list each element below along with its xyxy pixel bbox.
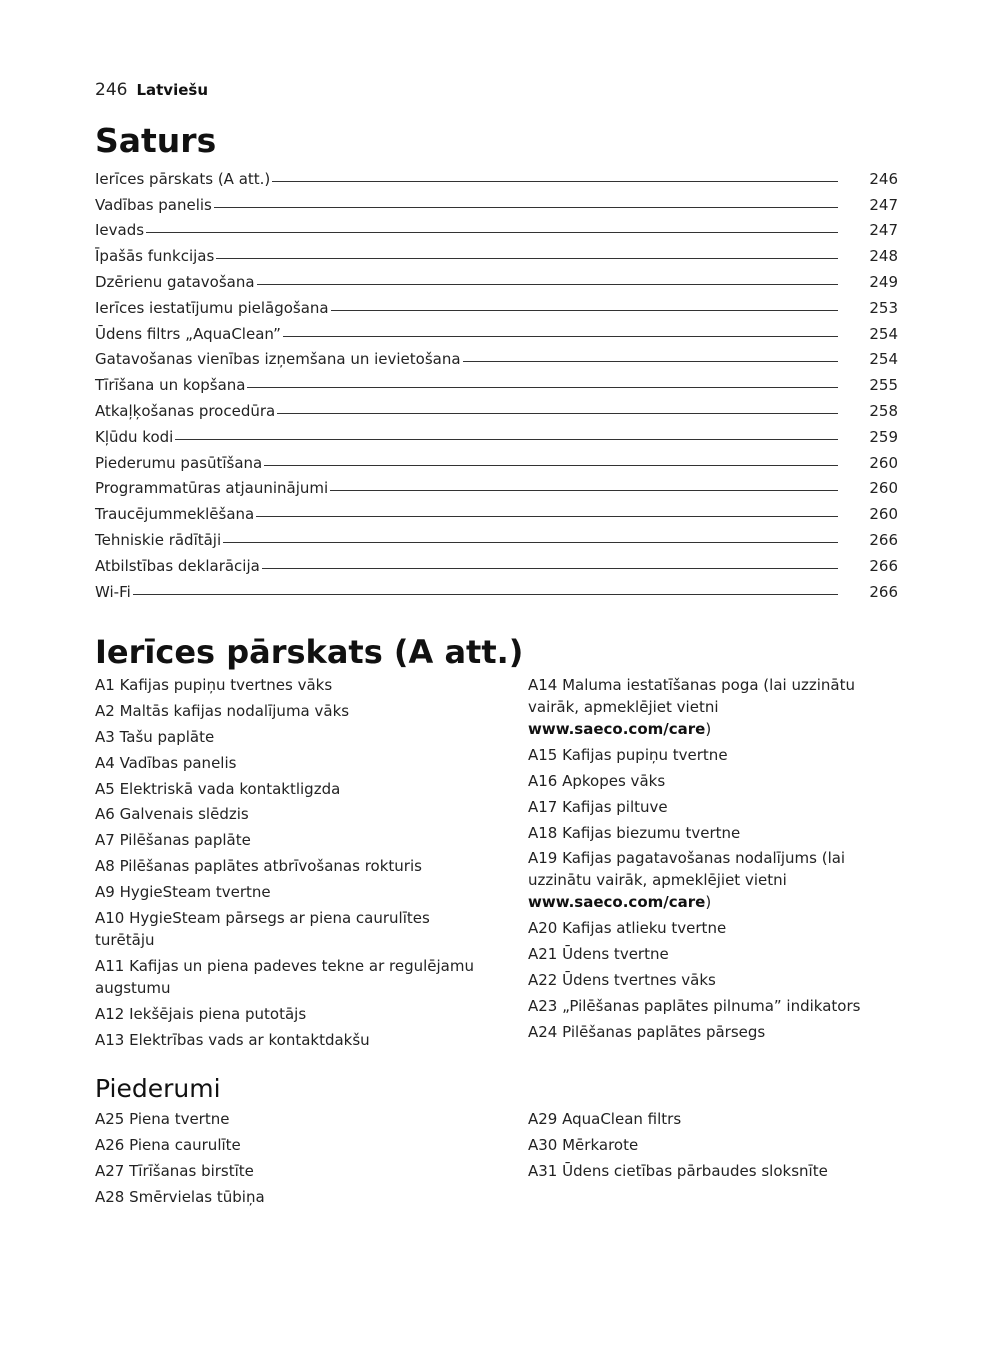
toc-entry-page: 247 — [869, 195, 898, 214]
toc-entry[interactable] — [95, 472, 898, 498]
part-item: A17 Kafijas piltuve — [528, 797, 668, 816]
toc-leader — [264, 465, 838, 466]
toc-entry-page: 249 — [869, 272, 898, 291]
toc-entry-page: 246 — [869, 169, 898, 188]
toc-entry-page: 266 — [869, 556, 898, 575]
accessories-title: Piederumi — [95, 1074, 221, 1103]
toc-entry[interactable] — [95, 214, 898, 240]
toc-entry-page: 266 — [869, 530, 898, 549]
accessory-item: A29 AquaClean filtrs — [528, 1110, 682, 1128]
accessory-item: A30 Mērkarote — [528, 1135, 639, 1154]
toc-entry-page: 260 — [869, 505, 898, 524]
toc-entry-label: Gatavošanas vienības izņemšana un ievietošana — [95, 350, 461, 369]
toc-entry-label: Dzērienu gatavošana — [95, 272, 255, 291]
toc-entry-label: Ievads — [95, 221, 145, 240]
toc-leader — [214, 207, 838, 208]
part-item: A15 Kafijas pupiņu tvertne — [528, 745, 728, 764]
toc-leader — [262, 568, 838, 569]
toc-entry-page: 259 — [869, 427, 898, 446]
toc-entry-page: 248 — [869, 247, 898, 266]
toc-leader — [216, 258, 838, 259]
toc-entry-label: Traucējummeklēšana — [95, 505, 255, 524]
toc-title: Saturs — [95, 121, 217, 160]
parts-list-left — [95, 674, 480, 1055]
toc-entry[interactable] — [95, 394, 898, 420]
toc-entry-label: Wi-Fi — [95, 582, 131, 601]
toc-entry-label: Ierīces pārskats (A att.) — [95, 169, 271, 188]
part-item: A11 Kafijas un piena padeves tekne ar regulējamu augstumu — [95, 956, 474, 997]
part-item: A13 Elektrības vads ar kontaktdakšu — [95, 1030, 370, 1049]
toc-entry-label: Vadības panelis — [95, 195, 212, 214]
toc-entry[interactable] — [95, 343, 898, 369]
part-item: A12 Iekšējais piena putotājs — [95, 1004, 307, 1023]
part-item: A8 Pilēšanas paplātes atbrīvošanas rokturis — [95, 857, 422, 876]
toc-leader — [223, 542, 838, 543]
accessory-item: A25 Piena tvertne — [95, 1110, 230, 1128]
part-item-text: A14 Maluma iestatīšanas poga (lai uzzinātu vairāk, apmeklējiet vietni — [528, 676, 855, 716]
toc-entry[interactable] — [95, 523, 898, 549]
part-item: A3 Tašu paplāte — [95, 727, 215, 746]
toc-entry[interactable] — [95, 162, 898, 188]
toc-leader — [277, 413, 838, 414]
toc-entry-label: Programmatūras atjauninājumi — [95, 479, 329, 498]
toc-entry[interactable] — [95, 239, 898, 265]
accessory-item: A27 Tīrīšanas birstīte — [95, 1161, 254, 1180]
toc-entry[interactable] — [95, 368, 898, 394]
toc-entry[interactable] — [95, 188, 898, 214]
toc-entry-label: Piederumu pasūtīšana — [95, 453, 263, 472]
part-item: A9 HygieSteam tvertne — [95, 883, 271, 902]
toc-entry[interactable] — [95, 317, 898, 343]
toc-entry-label: Īpašās funkcijas — [95, 247, 215, 266]
toc-entry-page: 258 — [869, 401, 898, 420]
toc-entry[interactable] — [95, 549, 898, 575]
accessory-item: A31 Ūdens cietības pārbaudes sloksnīte — [528, 1161, 828, 1180]
toc-entry-label: Ūdens filtrs „AquaClean” — [95, 324, 281, 343]
toc-entry-page: 254 — [869, 324, 898, 343]
saeco-care-link[interactable]: www.saeco.com/care — [528, 893, 706, 912]
toc-leader — [463, 361, 838, 362]
accessory-item: A26 Piena caurulīte — [95, 1135, 241, 1154]
toc-entry-label: Atbilstības deklarācija — [95, 556, 260, 575]
toc-entry[interactable] — [95, 291, 898, 317]
toc-leader — [247, 387, 838, 388]
toc-leader — [330, 490, 838, 491]
part-item: A18 Kafijas biezumu tvertne — [528, 823, 741, 842]
toc-entry-page: 253 — [869, 298, 898, 317]
part-item: A22 Ūdens tvertnes vāks — [528, 971, 716, 990]
toc-leader — [175, 439, 838, 440]
toc-entry[interactable] — [95, 575, 898, 601]
part-item: A21 Ūdens tvertne — [528, 945, 669, 964]
part-item: A24 Pilēšanas paplātes pārsegs — [528, 1022, 766, 1041]
toc-entry-label: Kļūdu kodi — [95, 427, 174, 446]
part-item-a19 — [528, 847, 903, 913]
toc-entry-label: Ierīces iestatījumu pielāgošana — [95, 298, 329, 317]
toc-leader — [146, 232, 838, 233]
toc-entry-page: 266 — [869, 582, 898, 601]
toc-leader — [256, 516, 838, 517]
toc-entry[interactable] — [95, 420, 898, 446]
part-item: A6 Galvenais slēdzis — [95, 805, 249, 824]
toc-entry-label: Tehniskie rādītāji — [95, 530, 222, 549]
toc-entry-page: 260 — [869, 479, 898, 498]
parts-list-right — [528, 674, 903, 1047]
toc-entry-label: Atkaļķošanas procedūra — [95, 401, 276, 420]
toc-leader — [331, 310, 838, 311]
part-item: A5 Elektriskā vada kontaktligzda — [95, 779, 341, 798]
page-header — [95, 80, 208, 102]
toc-entry-page: 254 — [869, 350, 898, 369]
toc-entry-page: 260 — [869, 453, 898, 472]
toc-entry-page: 247 — [869, 221, 898, 240]
toc-entry[interactable] — [95, 497, 898, 523]
toc-leader — [257, 284, 838, 285]
part-item: A1 Kafijas pupiņu tvertnes vāks — [95, 676, 333, 694]
part-item: A2 Maltās kafijas nodalījuma vāks — [95, 701, 350, 720]
part-item-text-end: ) — [705, 893, 712, 912]
part-item: A10 HygieSteam pārsegs ar piena caurulītes turētāju — [95, 909, 430, 950]
part-item: A23 „Pilēšanas paplātes pilnuma” indikators — [528, 997, 861, 1016]
toc-leader — [272, 181, 838, 182]
accessories-list-right — [528, 1108, 903, 1186]
saeco-care-link[interactable]: www.saeco.com/care — [528, 720, 706, 738]
part-item: A20 Kafijas atlieku tvertne — [528, 919, 727, 938]
language-label: Latviešu — [136, 81, 209, 99]
toc-leader — [133, 594, 838, 595]
part-item-a14 — [528, 674, 903, 740]
overview-title: Ierīces pārskats (A att.) — [95, 633, 524, 671]
accessory-item: A28 Smērvielas tūbiņa — [95, 1187, 265, 1206]
part-item: A7 Pilēšanas paplāte — [95, 831, 251, 850]
part-item-text-end: ) — [705, 720, 712, 738]
toc-entry[interactable] — [95, 446, 898, 472]
part-item: A4 Vadības panelis — [95, 753, 237, 772]
part-item: A16 Apkopes vāks — [528, 771, 666, 790]
toc-entry[interactable] — [95, 265, 898, 291]
table-of-contents — [95, 162, 898, 601]
toc-entry-label: Tīrīšana un kopšana — [95, 376, 246, 395]
toc-leader — [283, 336, 838, 337]
page-number: 246 — [95, 80, 128, 100]
toc-entry-page: 255 — [869, 376, 898, 395]
accessories-list-left — [95, 1108, 480, 1212]
part-item-text: A19 Kafijas pagatavošanas nodalījums (lai uzzinātu vairāk, apmeklējiet vietni — [528, 849, 846, 890]
